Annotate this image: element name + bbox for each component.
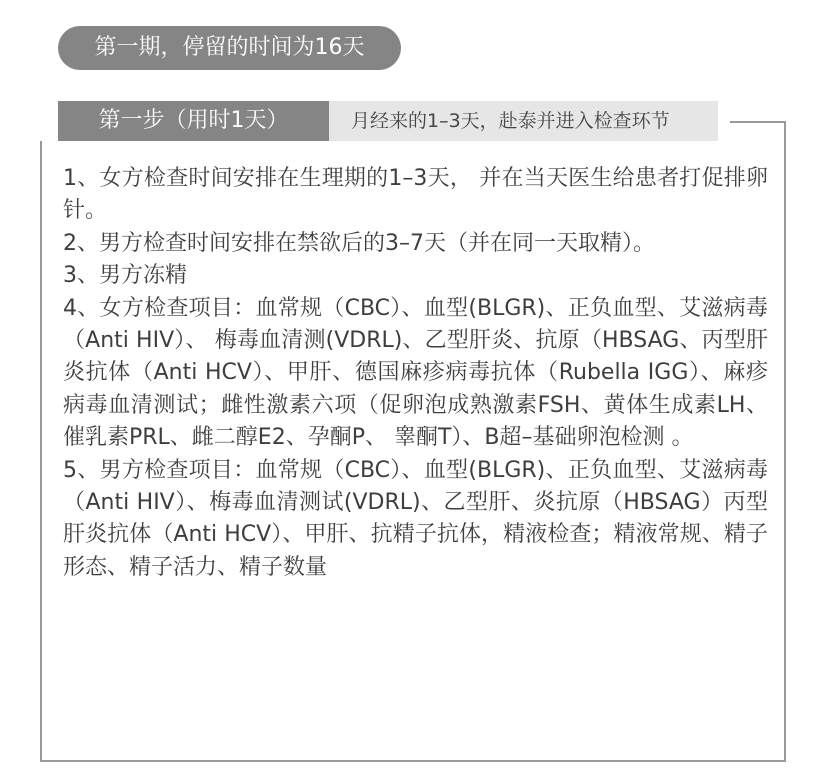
step-description: 月经来的1–3天，赴泰并进入检查环节 [329,101,718,141]
step-header [38,101,730,141]
list-item: 4、女方检查项目：血常规（CBC）、血型(BLGR)、正负血型、艾滋病毒（Anti HIV）、 梅毒血清测(VDRL)、乙型肝炎、抗原（HBSAG、丙型肝炎抗体（Anti HCV）、甲肝、德国麻疹病毒抗体（Rubella IGG）、麻疹病毒血清测试；雌性激素六项（促卵泡成熟激素FSH、黄体生成素LH、催乳素PRL、雌二醇E2、孕酮P、 睾酮T）、B超–基础卵泡检测 。 [63,295,768,451]
list-item: 2、男方检查时间安排在禁欲后的3–7天（并在同一天取精）。 [63,230,655,256]
list-item: 3、男方冻精 [63,263,187,289]
step-tab-label: 第一步（用时1天） [58,101,329,141]
list-item: 1、女方检查时间安排在生理期的1–3天， 并在当天医生给患者打促排卵针。 [63,166,768,224]
page-title: 第一期，停留的时间为16天 [58,26,401,70]
list-item: 5、男方检查项目：血常规（CBC）、血型(BLGR)、正负血型、艾滋病毒（Anti HIV）、梅毒血清测试(VDRL)、乙型肝、炎抗原（HBSAG）丙型肝炎抗体（Anti HCV）、甲肝、抗精子抗体，精液检查；精液常规、精子形态、精子活力、精子数量 [63,457,768,580]
step-content [63,163,768,584]
